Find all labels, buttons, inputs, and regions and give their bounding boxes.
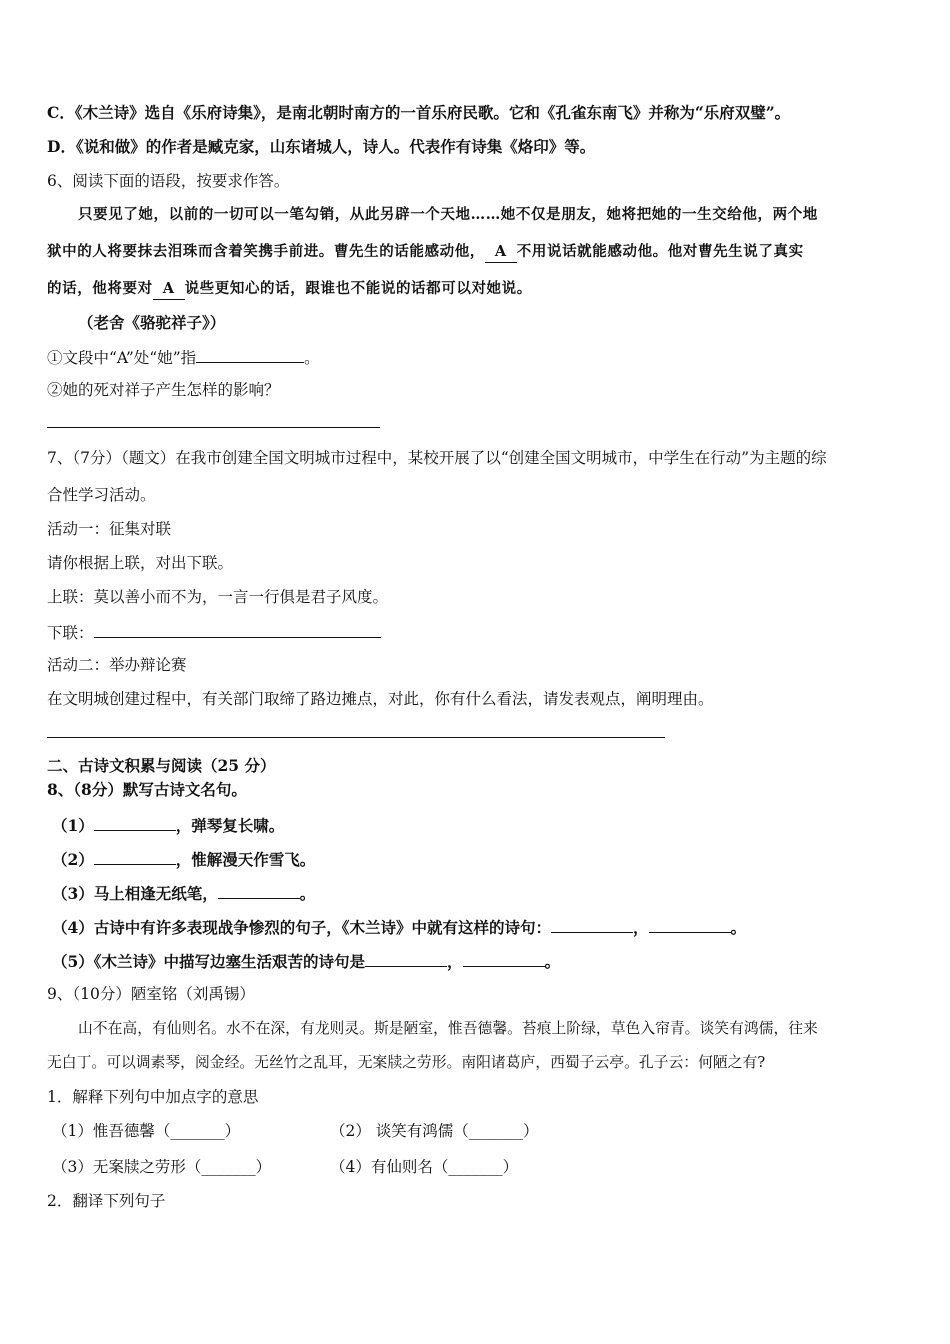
q7-activity-2: 活动二：举办辩论赛: [47, 656, 187, 674]
answer-blank[interactable]: [94, 621, 381, 638]
q6-source: （老舍《骆驼祥子》）: [78, 313, 226, 332]
part2-heading: 二、古诗文积累与阅读（25 分）: [47, 756, 276, 775]
q8-item-3: （3）马上相逢无纸笔， 。: [52, 884, 316, 903]
q6-passage-line-3: 的话，他将要对 A 说些更知心的话，跟谁也不能说的话都可以对她说。: [47, 279, 532, 300]
q9-passage-line-2: 无白丁。可以调素琴，阅金经。无丝竹之乱耳，无案牍之劳形。南阳诸葛庐，西蜀子云亭。孔子云：何陋之有?: [47, 1054, 766, 1071]
q9-sub1: 1．解释下列句中加点字的意思: [47, 1088, 259, 1106]
q7-activity-1: 活动一：征集对联: [47, 520, 172, 538]
q9-item-2: （2） 谈笑有鸿儒（_______）: [330, 1122, 539, 1140]
q7-instruction: 请你根据上联，对出下联。: [47, 554, 234, 572]
q9-passage-line-1: 山不在高，有仙则名。水不在深，有龙则灵。斯是陋室，惟吾德馨。苔痕上阶绿，草色入帘青。谈笑有鸿儒，往来: [78, 1020, 818, 1037]
q7-upper-couplet: 上联：莫以善小而不为，一言一行俱是君子风度。: [47, 588, 389, 606]
answer-blank[interactable]: [649, 916, 731, 933]
q9-item-3: （3）无案牍之劳形（_______）: [52, 1158, 272, 1176]
blank-a-2: A: [153, 279, 185, 300]
q6-passage-line-1: 只要见了她，以前的一切可以一笔勾销，从此另辟一个天地……她不仅是朋友，她将把她的一生交给他，两个地: [78, 206, 818, 223]
q9-item-1: （1）惟吾德馨（_______）: [52, 1122, 241, 1140]
option-d: D．《说和做》的作者是臧克家，山东诸城人，诗人。代表作有诗集《烙印》等。: [47, 137, 596, 156]
blank-a: A: [485, 242, 517, 263]
q7-lower-couplet: 下联：: [47, 621, 381, 643]
option-c: C．《木兰诗》选自《乐府诗集》，是南北朝时南方的一首乐府民歌。它和《孔雀东南飞》并称为“乐府双璧”。: [47, 103, 791, 122]
q8-title: 8、（8分）默写古诗文名句。: [47, 780, 247, 799]
q7-title-2: 合性学习活动。: [47, 486, 156, 504]
answer-line[interactable]: [47, 737, 665, 738]
q6-title: 6、阅读下面的语段，按要求作答。: [47, 172, 290, 190]
q7-title-1: 7、（7分）（题文）在我市创建全国文明城市过程中，某校开展了以“创建全国文明城市，中学生在行动”为主题的综: [47, 449, 827, 467]
q9-item-4: （4）有仙则名（_______）: [330, 1158, 519, 1176]
answer-blank[interactable]: [463, 950, 545, 967]
q9-sub2: 2．翻译下列句子: [47, 1192, 166, 1210]
answer-blank[interactable]: [196, 346, 304, 363]
q6-sub2: ②她的死对祥子产生怎样的影响？: [47, 381, 280, 399]
answer-line[interactable]: [47, 427, 380, 428]
answer-blank[interactable]: [94, 848, 176, 865]
q9-title: 9、（10分）陋室铭（刘禹锡）: [47, 985, 255, 1003]
q6-sub1: ①文段中“A”处“她”指 。: [47, 346, 320, 368]
q8-item-4: （4）古诗中有许多表现战争惨烈的句子，《木兰诗》中就有这样的诗句： ， 。: [52, 918, 747, 937]
answer-blank[interactable]: [551, 916, 633, 933]
q6-passage-line-2: 狱中的人将要抹去泪珠而含着笑携手前进。曹先生的话能感动他， A 不用说话就能感动他。他对曹先生说了真实: [47, 242, 804, 263]
answer-blank[interactable]: [94, 814, 176, 831]
q8-item-1: （1） ，弹琴复长啸。: [52, 816, 285, 835]
q7-debate-prompt: 在文明城创建过程中，有关部门取缔了路边摊点，对此，你有什么看法，请发表观点，阐明理由。: [47, 690, 714, 708]
answer-blank[interactable]: [365, 950, 447, 967]
q8-item-2: （2） ，惟解漫天作雪飞。: [52, 850, 316, 869]
q8-item-5: （5）《木兰诗》中描写边塞生活艰苦的诗句是 ， 。: [52, 952, 561, 971]
answer-blank[interactable]: [218, 882, 300, 899]
